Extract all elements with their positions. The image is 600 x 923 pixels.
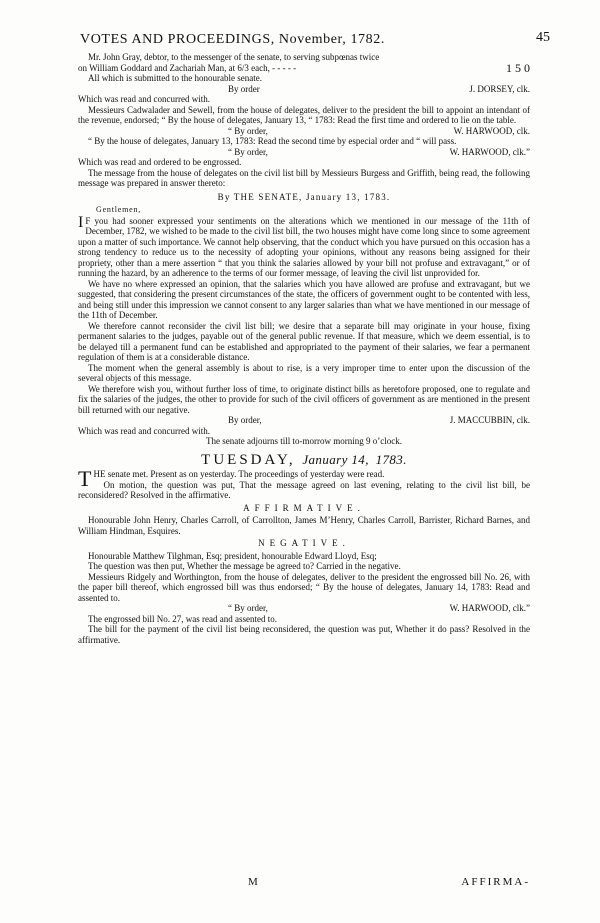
day-year: 1783. xyxy=(375,451,407,467)
running-title: VOTES AND PROCEEDINGS, November, 1782. xyxy=(80,32,385,47)
drop-cap: T xyxy=(78,466,92,491)
senate-heading: By THE SENATE, January 13, 1783. xyxy=(217,191,391,202)
message-paragraph-1-text: F you had sooner expressed your sentiments on the alterations which we mentioned in our message of the 11th of December, 1782, we wished to be made to the civil list bill, the two houses might have come long since to some agreement upon a matter of such importance. We cannot help observing, that the conduct which you have pursued on this occasion has a strong tendency to reduce us to the necessity of adopting your opinions, without any reasons being assigned for their propriety, other than a mere assertion “ that you think the salaries allowed by your bill not profuse and extravagant,” or of running the hazard, by an adherence to the terms of our former message, of leaving the civil list unprovided for. xyxy=(78,215,530,278)
negative-label: NEGATIVE. xyxy=(258,538,350,548)
by-order: “ By order, xyxy=(228,603,268,613)
drop-cap: I xyxy=(78,213,84,231)
gray-account-row xyxy=(78,60,530,75)
motion-paragraph: On motion, the question was put, That the message agreed on last evening, relating to the civil list bill, be reconsidered? Resolved in the affirmative. xyxy=(78,479,530,500)
concluding-line: Which was read and concurred with. xyxy=(78,425,210,436)
senate-met-text: HE senate met. Present as on yesterday. The proceedings of yesterday were read. xyxy=(93,469,385,479)
question-paragraph: The question was then put, Whether the message be agreed to? Carried in the negative. xyxy=(88,561,401,571)
message-paragraph-1 xyxy=(78,213,530,279)
concluding-line: Which was read and ordered to be engrossed. xyxy=(78,157,242,167)
by-order: “ By order, xyxy=(228,146,268,157)
message-paragraph-4: The moment when the general assembly is about to rise, is a very improper time to enter upon the discussion of the several objects of this message. xyxy=(78,362,530,383)
message-paragraph-3: We therefore cannot reconsider the civil list bill; we desire that a separate bill may originate in your house, fixing permanent salaries to the judges, payable out of the general public revenue. If that measure, which we deem essential, is to be delayed till a permanent fund can be established and appropriated to the payment of their salaries, we fear a permanent regulation of them is at a considerable distance. xyxy=(78,320,530,362)
gray-account-line2: on William Goddard and Zachariah Man, at 6/3 each, - - - - - xyxy=(78,62,297,73)
signer: J. MACCUBBIN, clk. xyxy=(449,415,530,425)
message-paragraph-2: We have no where expressed an opinion, that the salaries which you have allowed are profuse and extravagant, but we suggested, that considering the present circumstances of the state, the officers of government ought to be contented with less, and being still under this impression we cannot consent to any larger salaries than what we have mentioned in our message of the 11th of December. xyxy=(78,278,530,320)
affirmative-label: AFFIRMATIVE. xyxy=(243,502,365,513)
engrossed-bill-27: The engrossed bill No. 27, was read and assented to. xyxy=(88,613,277,624)
engrossed-bill-26-paragraph: Messieurs Ridgely and Worthington, from the house of delegates, deliver to the president the engrossed bill No. 26, with the paper bill thereof, which engrossed bill was thus endorsed; “ By the house of delegates, January 14, 1783: Read and assented to. xyxy=(78,571,530,603)
signer: W. HARWOOD, clk.” xyxy=(449,603,530,613)
page-footer xyxy=(78,876,530,888)
dorsey-signature xyxy=(78,84,530,95)
message-paragraph-5: We therefore wish you, without further loss of time, to originate distinct bills as heretofore proposed, one to regulate and fix the salaries of the judges, the other to provide for such of the civil officers of government as are mentioned in the present bill returned with our negative. xyxy=(78,383,530,415)
by-order: By order, xyxy=(228,415,262,425)
salutation: Gentlemen, xyxy=(96,205,142,214)
signature-mark: M xyxy=(248,876,258,888)
page-body xyxy=(78,52,530,645)
harwood-signature xyxy=(78,126,530,137)
day-heading xyxy=(78,451,530,468)
civil-list-message-intro: The message from the house of delegates on the civil list bill by Messieurs Burgess and Griffith, being read, the following message was prepared in answer thereto: xyxy=(78,167,530,188)
running-header xyxy=(80,30,550,48)
maccubbin-signature xyxy=(78,415,530,426)
by-order: By order xyxy=(228,83,260,94)
day-name: TUESDAY, xyxy=(201,451,296,468)
second-reading: “ By the house of delegates, January 13, 1783: Read the second time by especial order and “ will pass. xyxy=(88,136,457,146)
adjournment: The senate adjourns till to-morrow morning 9 o’clock. xyxy=(206,436,402,446)
signer: J. DORSEY, clk. xyxy=(469,83,530,94)
gray-account-line3: All which is submitted to the honourable senate. xyxy=(88,73,262,83)
day-date: January 14, xyxy=(302,451,369,467)
concluding-line: Which was read and concurred with. xyxy=(78,94,210,104)
signer: W. HARWOOD, clk.” xyxy=(449,146,530,157)
civil-list-final: The bill for the payment of the civil list being reconsidered, the question was put, Whether it do pass? Resolved in the affirmative. xyxy=(78,624,530,645)
negative-names: Honourable Matthew Tilghman, Esq; president, honourable Edward Lloyd, Esq; xyxy=(88,550,377,561)
by-order: “ By order, xyxy=(228,125,268,136)
gray-account-amount: 1 5 0 xyxy=(506,60,530,75)
affirmative-names: Honourable John Henry, Charles Carroll, of Carrollton, James M’Henry, Charles Carroll, Barrister, Richard Barnes, and William Hindman, Esquires. xyxy=(78,515,530,536)
intendant-bill-paragraph: Messieurs Cadwalader and Sewell, from the house of delegates, deliver to the president the bill to appoint an intendant of the revenue, endorsed; “ By the house of delegates, January 13, “ 1783: Read the first time and ordered to lie on the table. xyxy=(78,104,530,125)
harwood-signature-2 xyxy=(78,147,530,158)
gray-account-line1: Mr. John Gray, debtor, to the messenger of the senate, to serving subpœnas twice xyxy=(88,52,380,62)
catchword: AFFIRMA- xyxy=(461,876,530,888)
harwood-signature-3 xyxy=(78,603,530,614)
page-number: 45 xyxy=(536,30,550,45)
signer: W. HARWOOD, clk. xyxy=(453,125,530,136)
